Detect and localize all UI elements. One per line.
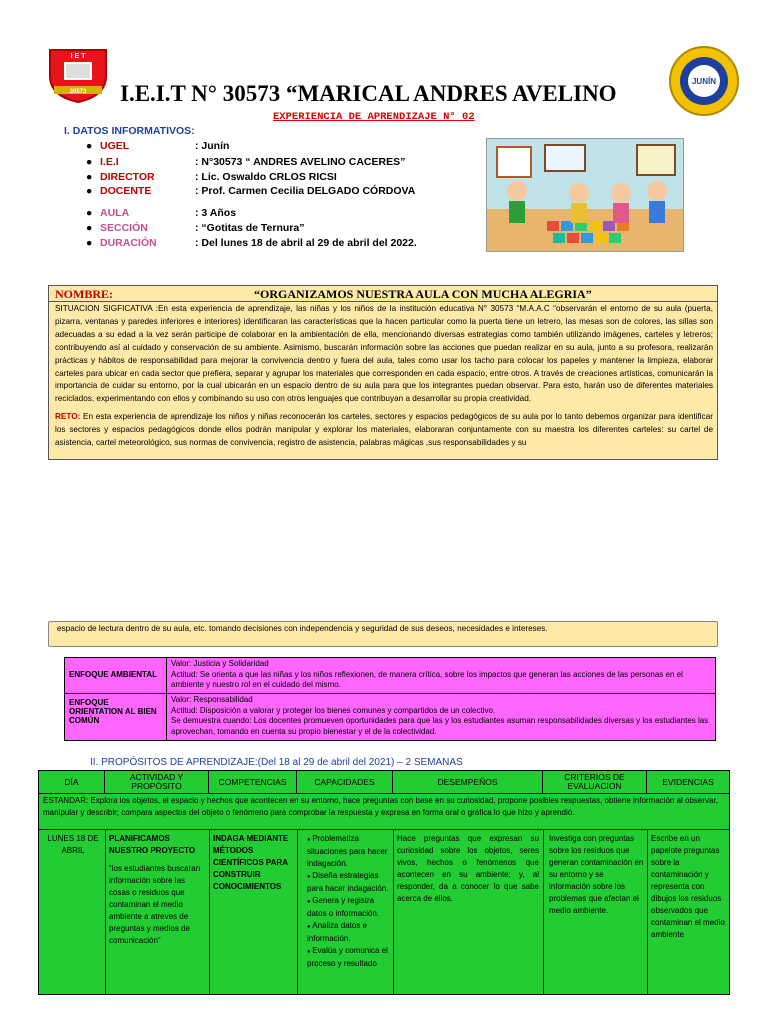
enfoque-row <box>65 694 715 740</box>
cell-criterio: Investiga con preguntas sobre los residuos que generan contaminación en su entorno y se información sobre los problemas que afectan el medio ambiente. <box>549 834 644 915</box>
enfoque-description <box>171 695 711 737</box>
info-row-duracion: ● DURACIÓN : Del lunes 18 de abril al 29 de abril del 2022. <box>86 237 417 249</box>
school-logo-left <box>46 46 110 104</box>
header-evidencias: EVIDENCIAS <box>662 776 714 787</box>
info-label: SECCIÓN <box>100 222 148 234</box>
info-value: : 3 Años <box>195 207 237 219</box>
capacidad-item: ● Analiza datos e información. <box>307 920 391 945</box>
info-row-aula: ● AULA : 3 Años <box>86 207 237 219</box>
cell-evidencia: Escribe en un papelote preguntas sobre la contaminación y representa con dibujos los residuos observados que contaminan el medio ambiente <box>651 834 725 939</box>
situacion-text <box>55 303 713 450</box>
nombre-header <box>49 286 717 302</box>
enfoque-line: Se demuestra cuando: Los docentes promueven oportunidades para que las y los estudiantes asuman responsabilidades diversas y los estudiantes las aprovechan, tomando en cuenta su propio bienestar y el de la colectividad. <box>171 716 709 736</box>
continuation-text: espacio de lectura dentro de su aula, etc. tomando decisiones con independencia y seguridad de sus deseos, necesidades e intereses. <box>57 624 548 633</box>
cell-actividad <box>109 833 205 947</box>
situacion-significativa: SITUACION SIGFICATIVA :En esta experiencia de aprendizaje, las niñas y los niños de la institución educativa N° 30573 “M.A.A.C “observarán el entorno de su aula (puerta, pizarra, ventanas y paredes inferiores e interiores) identificaran las características que la hacen particular como la puerta tiene un letrero, las mesas son de colores, las sillas son adecuadas a su edad a la vez serán participe de colaborar en la ambientación de ella, mencionando diversas estrategias como también utilizando imágenes, carteles y letreros; contribuyendo así al cuidado y conservación de su ambiente. Asimismo, buscarán información sobre las acciones que puedan realizar en su aula, junto a su profesora, realizarán prácticas y hábitos de responsabilidad para mejorar la convivencia dentro y fuera del aula, tales como usar los tacho para colocar los papeles y mantener la limpieza, elaborar carteles para ubicar en cada sector que prefiera, separar y agrupar los materiales que corresponden en cada espacio, entre otros. A través de creaciones artísticas, comunicarán la importancia de cuidar su entorno, por la cual ubicarán en un espacio dentro de su aula para que los integrantes puedan observar. Para esto, harán uso de diferentes materiales reciclados, experimentando con ellos y combinando su uso con otros lenguajes que contribuyan a desarrollar su propia creatividad. <box>55 304 713 404</box>
enfoque-label: ENFOQUE AMBIENTAL <box>65 658 167 693</box>
reto-text: En esta experiencia de aprendizaje los niños y niñas reconocerán los carteles, sectores y espacios pedagógicos de su aula por lo tanto debemos organizar para identificar los sectores y espacios pedagógicos donde ellos podrán manipular y explorar los materiales, elaboraran conjuntamente con su maestra los diferentes carteles: su cartel de asistencia, cartel meteorológico, sus normas de convivencia, registro de asistencia, palabras mágicas ,sus responsabilidades y su <box>55 412 713 448</box>
reto-label: RETO: <box>55 412 81 422</box>
capacidad-item: ● Evalúa y comunica el proceso y resultado <box>307 945 391 970</box>
nombre-label: NOMBRE: <box>55 287 113 301</box>
logo-right-text: JUNÍN <box>691 77 717 86</box>
nombre-box <box>48 285 718 460</box>
logo-left-number: 30573 <box>69 89 87 95</box>
experience-title: EXPERIENCIA DE APRENDIZAJE N° 02 <box>273 111 475 123</box>
enfoque-label: ENFOQUE ORIENTATION AL BIEN COMÚN <box>65 694 167 740</box>
info-value: : Lic. Oswaldo CRLOS RICSI <box>195 171 337 183</box>
header-dia: DÍA <box>39 771 105 793</box>
continuation-box <box>48 621 718 647</box>
info-row-seccion: ● SECCIÓN : “Gotitas de Ternura” <box>86 222 305 234</box>
section-propositos-title: II. PROPÓSITOS DE APRENDIZAJE:(Del 18 al 29 de abril del 2021) – 2 SEMANAS <box>90 757 463 768</box>
enfoque-description <box>171 659 711 691</box>
capacidad-item: ● Genera y registra datos o información. <box>307 895 391 920</box>
info-label: I.E.I <box>100 156 119 168</box>
enfoque-line: Actitud: Disposición a valorar y proteger los bienes comunes y compartidos de un colectivo. <box>171 705 496 715</box>
nombre-value: “ORGANIZAMOS NUESTRA AULA CON MUCHA ALEGRIA” <box>254 287 592 301</box>
actividad-title: PLANIFICAMOS NUESTRO PROYECTO <box>109 834 196 855</box>
info-label: AULA <box>100 207 130 219</box>
info-label: DOCENTE <box>100 185 152 197</box>
info-label: DURACIÓN <box>100 237 157 249</box>
info-value: : Prof. Carmen Cecilia DELGADO CÓRDOVA <box>195 185 416 197</box>
logo-left-text: I E T <box>70 53 86 60</box>
info-value: : Junín <box>195 140 230 152</box>
info-label: DIRECTOR <box>100 171 155 183</box>
info-row-ugel: ● UGEL : Junín <box>86 140 230 152</box>
estandar-text: ESTANDAR: Explora los objetos, el espacio y hechos que acontecen en su entorno, hace preguntas con base en su curiosidad, propone posibles respuestas, obtiene información al observar, manipular y describir; compara aspectos del objeto o fenómeno para comprobar la respuesta y expresa en forma oral o gráfica lo que hizo y aprendió. <box>43 796 718 817</box>
info-value: : “Gotitas de Ternura” <box>195 222 305 234</box>
cell-dia: LUNES 18 DE ABRIL <box>47 834 99 855</box>
ugel-logo-right <box>667 44 741 118</box>
page-title: I.E.I.T N° 30573 “MARICAL ANDRES AVELINO <box>120 81 617 106</box>
section-datos-title: I. DATOS INFORMATIVOS: <box>64 125 195 137</box>
classroom-illustration <box>486 138 684 252</box>
info-row-docente: ● DOCENTE : Prof. Carmen Cecilia DELGADO CÓRDOVA <box>86 185 416 197</box>
enfoque-row <box>65 658 715 694</box>
cell-desempeno: Hace preguntas que expresan su curiosidad sobre los objetos, seres vivos, hechos o fenómenos que acontecen en su ambiente; y, al responder, da a conocer lo que sabe acerca de ellos. <box>397 834 539 903</box>
header-actividad: ACTIVIDAD Y PROPÓSITO <box>105 771 209 793</box>
actividad-text: “los estudiantes buscaran información sobre las cosas o residuos que contaminan el medio ambiente a atreves de preguntas y medios de comunicación” <box>109 864 201 945</box>
capacidad-item: ● Problematiza situaciones para hacer indagación. <box>307 833 391 870</box>
info-value: : Del lunes 18 de abril al 29 de abril del 2022. <box>195 237 417 249</box>
propositos-table <box>38 770 730 995</box>
header-capacidades: CAPACIDADES <box>297 771 393 793</box>
info-label: UGEL <box>100 140 130 152</box>
header-competencias: COMPETENCIAS <box>209 771 297 793</box>
enfoque-line: Valor: Justicia y Solidaridad <box>171 659 269 668</box>
info-value: : N°30573 “ ANDRES AVELINO CACERES” <box>195 156 406 168</box>
info-row-director: ● DIRECTOR : Lic. Oswaldo CRLOS RICSI <box>86 171 337 183</box>
info-row-iei: ● I.E.I : N°30573 “ ANDRES AVELINO CACERES” <box>86 156 406 168</box>
estandar-row <box>39 793 729 830</box>
header-criterios: CRITERIOS DE EVALUACION <box>543 771 647 793</box>
cell-competencia: INDAGA MEDIANTE MÉTODOS CIENTÍFICOS PARA CONSTRUIR CONOCIMIENTOS <box>213 834 289 891</box>
header-desempenos: DESEMPEÑOS <box>393 771 543 793</box>
capacidad-item: ● Diseña estrategias para hacer indagación. <box>307 870 391 895</box>
enfoque-line: Valor: Responsabilidad <box>171 695 253 704</box>
enfoque-line: Actitud: Se orienta a que las niñas y los niños reflexionen, de manera crítica, sobre los impactos que generan las acciones de las personas en el ambiente y nuestro rol en el cuidado del mismo. <box>171 669 683 689</box>
cell-capacidades <box>299 833 391 970</box>
enfoques-table <box>64 657 716 741</box>
